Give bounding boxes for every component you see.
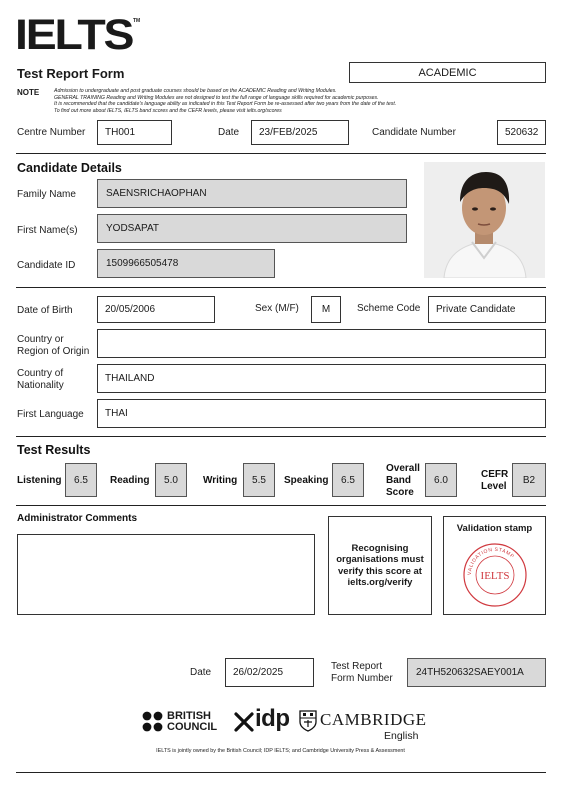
divider-2	[16, 287, 546, 288]
footer-date-label: Date	[190, 667, 212, 678]
listening-score: 6.5	[65, 463, 97, 497]
trf-label-2: Form Number	[331, 673, 393, 684]
note-line-4: To find out more about IELTS, IELTS band scores and the CEFR levels, please visit ielts.org/scores	[54, 107, 282, 114]
writing-score: 5.5	[243, 463, 275, 497]
ownership-statement: IELTS is jointly owned by the British Council; IDP IELTS; and Cambridge University Press & Assessment	[156, 748, 405, 754]
scheme-code-label: Scheme Code	[357, 303, 421, 314]
divider-4	[16, 505, 546, 506]
ielts-logo: IELTS	[15, 11, 133, 59]
cambridge-english: English	[384, 730, 419, 742]
speaking-score: 6.5	[332, 463, 364, 497]
admin-comments-label: Administrator Comments	[17, 513, 138, 524]
reading-label: Reading	[110, 475, 150, 486]
family-name: SAENSRICHAOPHAN	[97, 179, 407, 208]
first-language: THAI	[97, 399, 546, 428]
idp-logo: idp	[255, 705, 290, 732]
date-of-birth: 20/05/2006	[97, 296, 215, 323]
validation-stamp-box	[443, 516, 546, 615]
country-origin-label-2: Region of Origin	[17, 346, 90, 357]
test-date-label: Date	[218, 127, 240, 138]
note-line-2: GENERAL TRAINING Reading and Writing Modules are not designed to test the full range of language skills required for academic purposes.	[54, 94, 379, 101]
centre-number: TH001	[97, 120, 172, 145]
british-council-line-2: COUNCIL	[167, 721, 218, 733]
cefr-label-2: Level	[481, 481, 507, 492]
overall-label-3: Score	[386, 487, 414, 498]
overall-label-1: Overall	[386, 463, 420, 474]
listening-label: Listening	[17, 475, 62, 486]
first-name-label: First Name(s)	[17, 225, 78, 236]
first-name: YODSAPAT	[97, 214, 407, 243]
candidate-id-label: Candidate ID	[17, 260, 76, 271]
validation-stamp-label: Validation stamp	[456, 523, 533, 534]
idp-swirl-icon	[233, 711, 255, 733]
candidate-id: 1509966505478	[97, 249, 275, 278]
writing-label: Writing	[203, 475, 238, 486]
cefr-label-1: CEFR	[481, 469, 509, 480]
stamp-center-text: IELTS	[480, 570, 510, 582]
footer-date: 26/02/2025	[225, 658, 314, 687]
cambridge-logo: CAMBRIDGE	[320, 710, 427, 729]
trf-label-1: Test Report	[331, 661, 383, 672]
dob-label: Date of Birth	[17, 305, 73, 316]
note-line-1: Admission to undergraduate and post graduate courses should be based on the ACADEMIC Reading and Writing Modules.	[54, 88, 337, 94]
trf-number: 24TH520632SAEY001A	[407, 658, 546, 687]
module-box: ACADEMIC	[349, 62, 546, 83]
british-council-icon	[142, 711, 164, 733]
candidate-photo	[424, 162, 545, 278]
form-title: Test Report Form	[17, 66, 125, 81]
test-date: 23/FEB/2025	[251, 120, 349, 145]
test-results-title: Test Results	[17, 443, 91, 457]
nationality: THAILAND	[97, 364, 546, 393]
centre-number-label: Centre Number	[17, 127, 86, 138]
candidate-number: 520632	[497, 120, 546, 145]
sex: M	[311, 296, 341, 323]
sex-label: Sex (M/F)	[255, 303, 299, 314]
note-line-3: It is recommended that the candidate's language ability as indicated in this Test Report Form be re-assessed after two years from the date of the test.	[54, 101, 397, 107]
nationality-label-1: Country of	[17, 368, 64, 379]
first-language-label: First Language	[17, 409, 84, 420]
british-council-line-1: BRITISH	[167, 710, 211, 722]
candidate-number-label: Candidate Number	[372, 127, 456, 138]
validation-seal-icon	[462, 542, 528, 608]
candidate-details-title: Candidate Details	[17, 161, 122, 175]
country-origin-label-1: Country or	[17, 334, 64, 345]
verify-box	[328, 516, 432, 615]
divider-3	[16, 436, 546, 437]
admin-comments-box	[17, 534, 315, 615]
person-portrait-icon	[424, 162, 545, 278]
speaking-label: Speaking	[284, 475, 329, 486]
note-label: NOTE	[17, 88, 40, 97]
cambridge-crest-icon	[299, 710, 317, 732]
trademark: TM	[133, 18, 141, 24]
family-name-label: Family Name	[17, 189, 76, 200]
nationality-label-2: Nationality	[17, 380, 64, 391]
bottom-rule	[16, 772, 546, 773]
divider-1	[16, 153, 546, 154]
cefr-level: B2	[512, 463, 546, 497]
country-origin	[97, 329, 546, 358]
scheme-code: Private Candidate	[428, 296, 546, 323]
overall-label-2: Band	[386, 475, 411, 486]
stamp-ring-text: VALIDATION STAMP	[466, 546, 516, 576]
overall-score: 6.0	[425, 463, 457, 497]
reading-score: 5.0	[155, 463, 187, 497]
verify-text: Recognising organisations must verify this score at ielts.org/verify	[336, 542, 424, 588]
